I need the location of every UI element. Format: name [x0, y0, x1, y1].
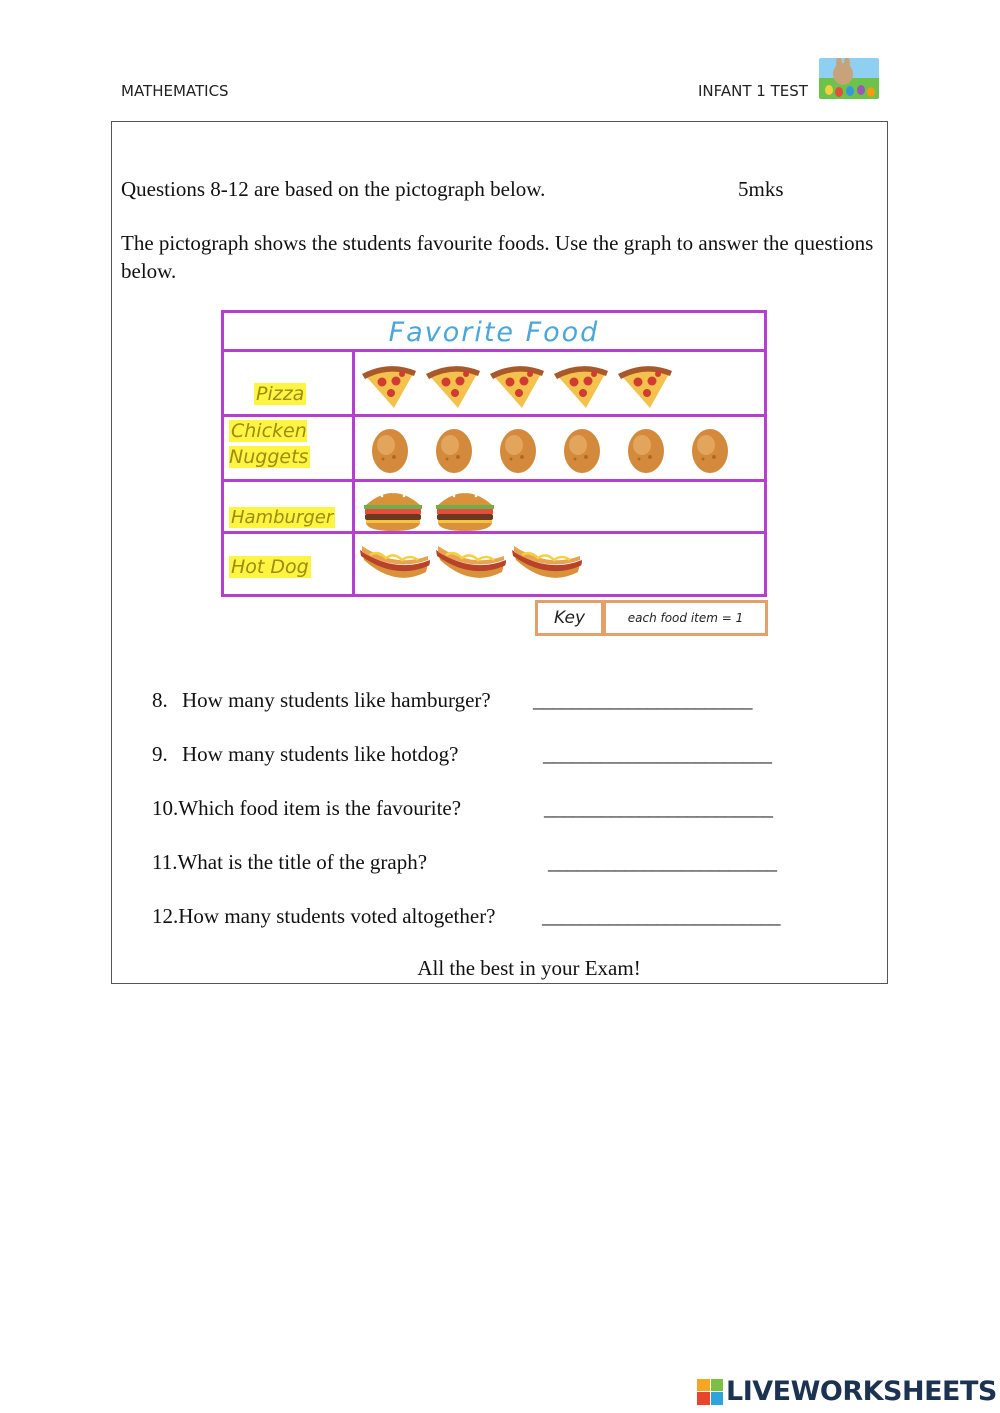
pizza-icons-row — [358, 360, 678, 417]
intro-description: The pictograph shows the students favourite foods. Use the graph to answer the questions below. — [121, 231, 874, 283]
hot-dog-icons-row — [358, 538, 586, 587]
hot-dog-icon — [358, 538, 432, 587]
question-10: 10.Which food item is the favourite? — [152, 796, 462, 820]
hamburger-icon — [358, 483, 428, 540]
easter-eggs-bunny-thumbnail-icon — [819, 58, 879, 99]
liveworksheets-branding — [697, 1376, 997, 1407]
pictograph-key — [535, 600, 768, 636]
key-label: Key — [535, 600, 604, 636]
question-9: 9. How many students like hotdog? — [152, 742, 459, 766]
logo-tile — [711, 1392, 724, 1405]
pictograph-column-divider — [352, 352, 355, 597]
category-label-hot-dog: Hot Dog — [231, 556, 309, 578]
answer-blank-12[interactable]: _________________________ — [542, 904, 780, 928]
hamburger-icons-row — [358, 483, 502, 540]
liveworksheets-logo-icon — [697, 1379, 723, 1405]
question-11: 11.What is the title of the graph? — [152, 850, 428, 874]
hot-dog-icon — [510, 538, 584, 587]
logo-tile — [697, 1379, 710, 1392]
chicken-nugget-icon — [422, 421, 486, 482]
test-header: INFANT 1 TEST — [698, 82, 808, 100]
brand-name: LIVEWORKSHEETS — [726, 1376, 997, 1407]
intro-line: Questions 8-12 are based on the pictograph below. — [121, 177, 546, 201]
pizza-slice-icon — [486, 360, 548, 417]
logo-tile — [697, 1392, 710, 1405]
subject-header: MATHEMATICS — [121, 82, 229, 100]
chicken-nugget-icon — [486, 421, 550, 482]
pizza-slice-icon — [614, 360, 676, 417]
answer-blank-11[interactable]: ________________________ — [548, 850, 776, 874]
question-8: 8. How many students like hamburger? — [152, 688, 491, 712]
answer-blank-10[interactable]: ________________________ — [544, 796, 772, 820]
category-label-hamburger: Hamburger — [231, 507, 334, 528]
pizza-slice-icon — [422, 360, 484, 417]
chicken-nuggets-icons-row — [358, 421, 742, 482]
chicken-nugget-icon — [358, 421, 422, 482]
marks-label: 5mks — [738, 177, 784, 201]
logo-tile — [711, 1379, 724, 1392]
hot-dog-icon — [434, 538, 508, 587]
category-label-chicken-nuggets: Chicken Nuggets — [229, 420, 309, 468]
answer-blank-8[interactable]: _______________________ — [533, 688, 752, 712]
key-text: each food item = 1 — [603, 600, 768, 636]
pictograph-title: Favorite Food — [224, 313, 764, 352]
closing-message: All the best in your Exam! — [417, 956, 641, 980]
chicken-nugget-icon — [550, 421, 614, 482]
chicken-nugget-icon — [678, 421, 742, 482]
category-label-pizza: Pizza — [256, 383, 305, 405]
hamburger-icon — [430, 483, 500, 540]
chicken-nugget-icon — [614, 421, 678, 482]
pizza-slice-icon — [550, 360, 612, 417]
answer-blank-9[interactable]: ________________________ — [543, 742, 771, 766]
question-12: 12.How many students voted altogether? — [152, 904, 496, 928]
pizza-slice-icon — [358, 360, 420, 417]
pictograph — [221, 310, 767, 597]
